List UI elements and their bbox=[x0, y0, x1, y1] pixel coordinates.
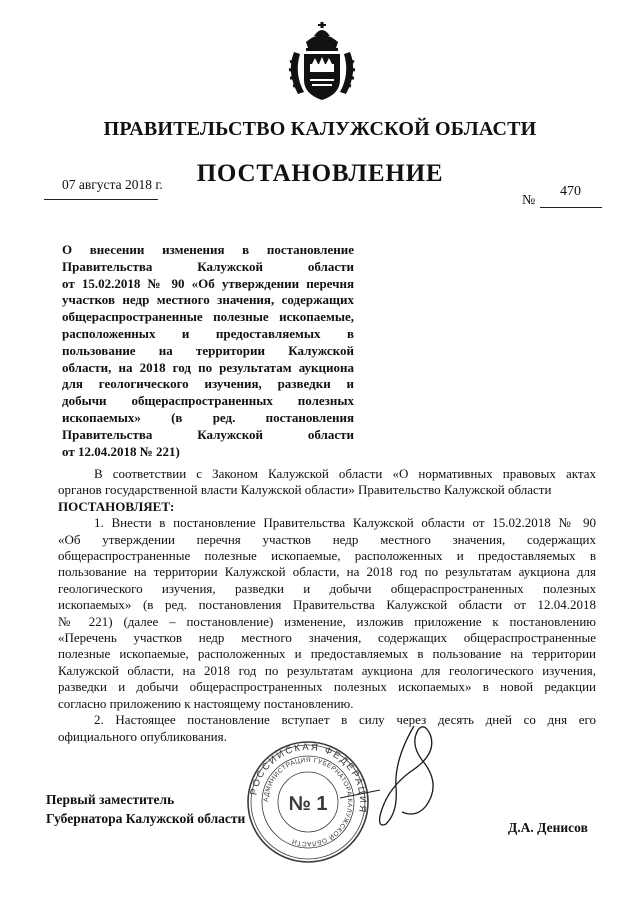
body-line: 2. Настоящее постановление вступает в силу через десять дней со дня его bbox=[94, 712, 596, 728]
subject-line: ископаемых» (в ред. постановления bbox=[62, 409, 354, 425]
body-line: «Перечень участков недр местного значения, содержащих общераспространенные bbox=[58, 630, 596, 646]
resolves-heading: ПОСТАНОВЛЯЕТ: bbox=[58, 498, 175, 514]
seal-inner-text: АДМИНИСТРАЦИЯ ГУБЕРНАТОРА КАЛУЖСКОЙ ОБЛАСТИ bbox=[262, 756, 354, 848]
subject-line: от 15.02.2018 № 90 «Об утверждении перечня bbox=[62, 275, 354, 291]
kaluga-coat-of-arms-icon bbox=[284, 22, 360, 102]
government-title: ПРАВИТЕЛЬСТВО КАЛУЖСКОЙ ОБЛАСТИ bbox=[103, 118, 537, 140]
seal-number: № 1 bbox=[288, 793, 328, 815]
subject-line: добычи общераспространенных полезных bbox=[62, 393, 354, 409]
handwritten-signature bbox=[330, 720, 470, 830]
body-line: полезные ископаемые, расположенных и предоставляемых в пользование на территории bbox=[58, 646, 596, 662]
item-1 bbox=[58, 515, 596, 712]
signatory-title bbox=[46, 790, 245, 828]
signatory-title-line: Первый заместитель bbox=[46, 792, 175, 807]
seal-outer-text: РОССИЙСКАЯ ФЕДЕРАЦИЯ bbox=[248, 741, 369, 815]
body-line: официального опубликования. bbox=[58, 728, 227, 744]
signatory-name: Д.А. Денисов bbox=[508, 820, 588, 835]
number-underline bbox=[540, 207, 602, 208]
document-type: ПОСТАНОВЛЕНИЕ bbox=[196, 160, 444, 187]
document-body bbox=[58, 466, 596, 745]
document-number: 470 bbox=[560, 184, 581, 199]
body-line: В соответствии с Законом Калужской области «О нормативных правовых актах bbox=[94, 466, 596, 481]
document-subject bbox=[62, 242, 354, 460]
subject-line: участков недр местного значения, содержащих bbox=[62, 292, 354, 308]
document-date: 07 августа 2018 г. bbox=[62, 177, 163, 192]
subject-line: от 12.04.2018 № 221) bbox=[62, 443, 180, 459]
subject-line: О внесении изменения в постановление bbox=[62, 242, 354, 257]
subject-line: пользование на территории Калужской bbox=[62, 342, 354, 358]
subject-line: для геологического изучения, разведки и bbox=[62, 376, 354, 392]
body-line: геологического изучения, разведки и добычи общераспространенных полезных bbox=[58, 580, 596, 596]
body-line: ископаемых» (в ред. постановления Правительства Калужской области от 12.04.2018 bbox=[58, 597, 596, 613]
body-line: № 221) (далее – постановление) изменение, изложив приложение к постановлению bbox=[58, 613, 596, 629]
body-line: органов государственной власти Калужской области» Правительство Калужской области bbox=[58, 482, 552, 498]
preamble bbox=[58, 466, 596, 499]
subject-line: общераспространенные полезные ископаемые, bbox=[62, 309, 354, 325]
signatory-title-line: Губернатора Калужской области bbox=[46, 811, 246, 826]
body-line: Калужской области, на 2018 год по результатам аукциона для геологического изучения, bbox=[58, 662, 596, 678]
subject-line: расположенных и предоставляемых в bbox=[62, 325, 354, 341]
body-line: разведки и добычи общераспространенных полезных ископаемых» в новой редакции bbox=[58, 679, 596, 695]
body-line: пользование на территории Калужской области, на 2018 год по результатам аукциона для bbox=[58, 564, 596, 580]
number-sign: № bbox=[522, 193, 536, 208]
body-line: «Об утверждении перечня участков недр местного значения, содержащих bbox=[58, 531, 596, 547]
date-underline bbox=[44, 199, 158, 200]
body-line: согласно приложению к настоящему постановлению. bbox=[58, 695, 354, 711]
subject-line: Правительства Калужской области bbox=[62, 426, 354, 442]
subject-line: области, на 2018 год по результатам аукциона bbox=[62, 359, 354, 375]
body-line: 1. Внести в постановление Правительства Калужской области от 15.02.2018 № 90 bbox=[94, 515, 596, 531]
subject-line: Правительства Калужской области bbox=[62, 258, 354, 274]
body-line: общераспространенные полезные ископаемые, расположенных и предоставляемых в bbox=[58, 548, 596, 564]
